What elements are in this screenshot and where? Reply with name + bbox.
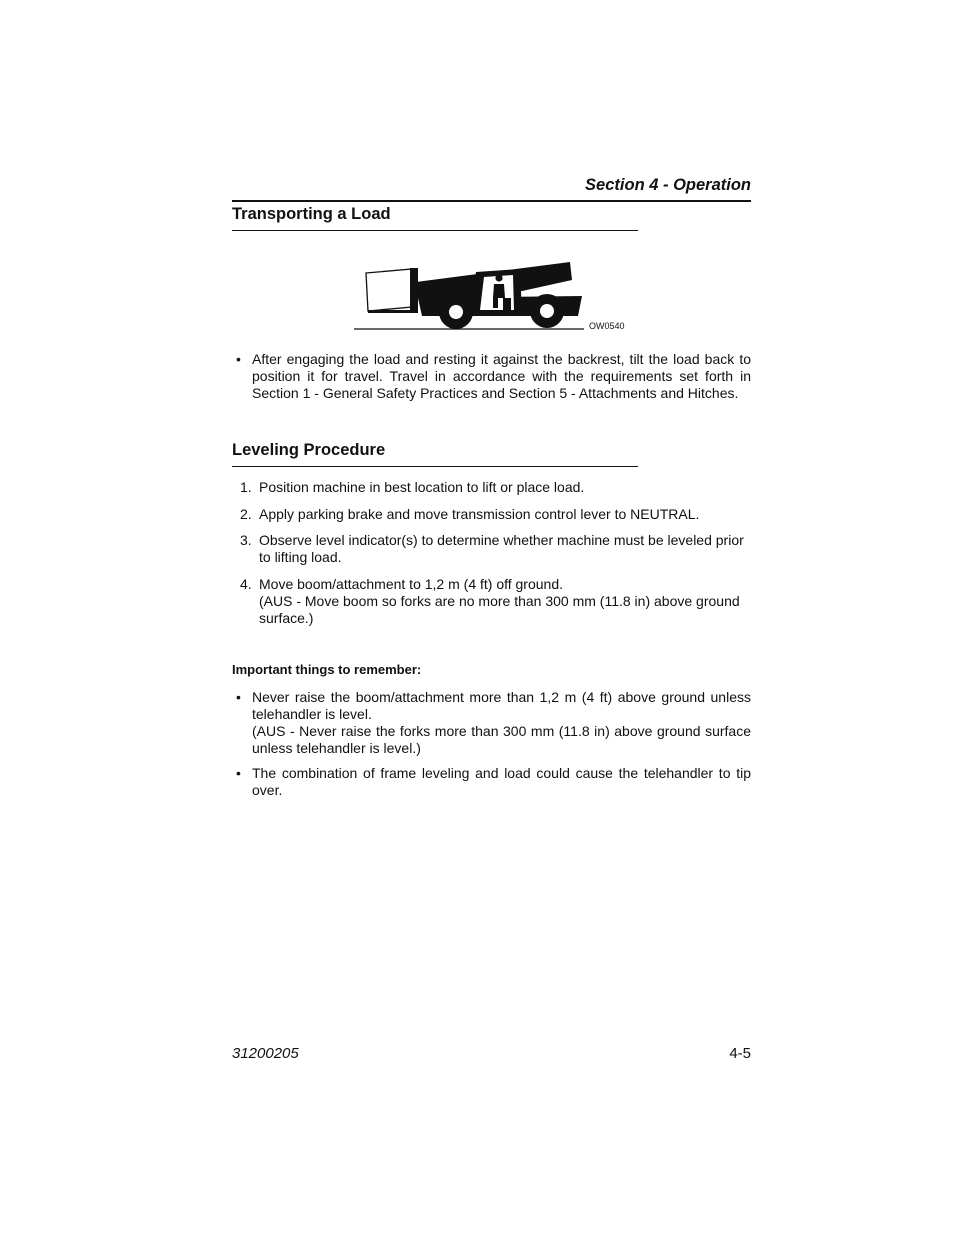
- leveling-heading: Leveling Procedure: [232, 441, 386, 459]
- list-item: [232, 506, 751, 523]
- figure-code: OW0540: [589, 321, 625, 331]
- list-item: [232, 689, 751, 757]
- bullet-icon: •: [236, 351, 241, 367]
- step-number: 4.: [240, 576, 252, 592]
- list-item-text: The combination of frame leveling and load could cause the telehandler to tip over.: [252, 765, 751, 798]
- leveling-steps: [232, 479, 751, 627]
- header-rule: [232, 200, 751, 202]
- remember-bullets: [232, 689, 751, 799]
- doc-number: 31200205: [232, 1045, 299, 1062]
- transport-bullets: [232, 351, 751, 402]
- remember-label: Important things to remember:: [232, 662, 422, 677]
- leveling-heading-rule: [232, 466, 638, 467]
- step-text: Apply parking brake and move transmission control lever to NEUTRAL.: [259, 506, 700, 522]
- telehandler-illustration: [352, 258, 586, 332]
- list-item-note: (AUS - Never raise the forks more than 300 mm (11.8 in) above ground surface unless telehandler is level.): [252, 723, 751, 756]
- step-number: 2.: [240, 506, 252, 522]
- page-number: 4-5: [729, 1045, 751, 1062]
- step-text: Move boom/attachment to 1,2 m (4 ft) off ground.: [259, 576, 564, 592]
- bullet-icon: •: [236, 765, 241, 781]
- bullet-icon: •: [236, 689, 241, 705]
- list-item: [232, 576, 751, 627]
- step-text: Observe level indicator(s) to determine whether machine must be leveled prior to lifting load.: [259, 532, 744, 565]
- step-note: (AUS - Move boom so forks are no more than 300 mm (11.8 in) above ground surface.): [259, 593, 740, 626]
- step-number: 1.: [240, 479, 252, 495]
- transport-heading: Transporting a Load: [232, 205, 391, 223]
- section-title: Section 4 - Operation: [585, 176, 751, 194]
- step-text: Position machine in best location to lift or place load.: [259, 479, 585, 495]
- list-item: [232, 532, 751, 566]
- list-item: [232, 765, 751, 799]
- list-item-text: After engaging the load and resting it against the backrest, tilt the load back to position it for travel. Travel in accordance with the requirements set forth in Section 1 - General Safety Practices and Section 5 - Attachments and Hitches.: [252, 351, 751, 401]
- list-item: [232, 351, 751, 402]
- transport-heading-rule: [232, 230, 638, 231]
- step-number: 3.: [240, 532, 252, 548]
- list-item: [232, 479, 751, 496]
- list-item-text: Never raise the boom/attachment more than 1,2 m (4 ft) above ground unless telehandler is level.: [252, 689, 751, 722]
